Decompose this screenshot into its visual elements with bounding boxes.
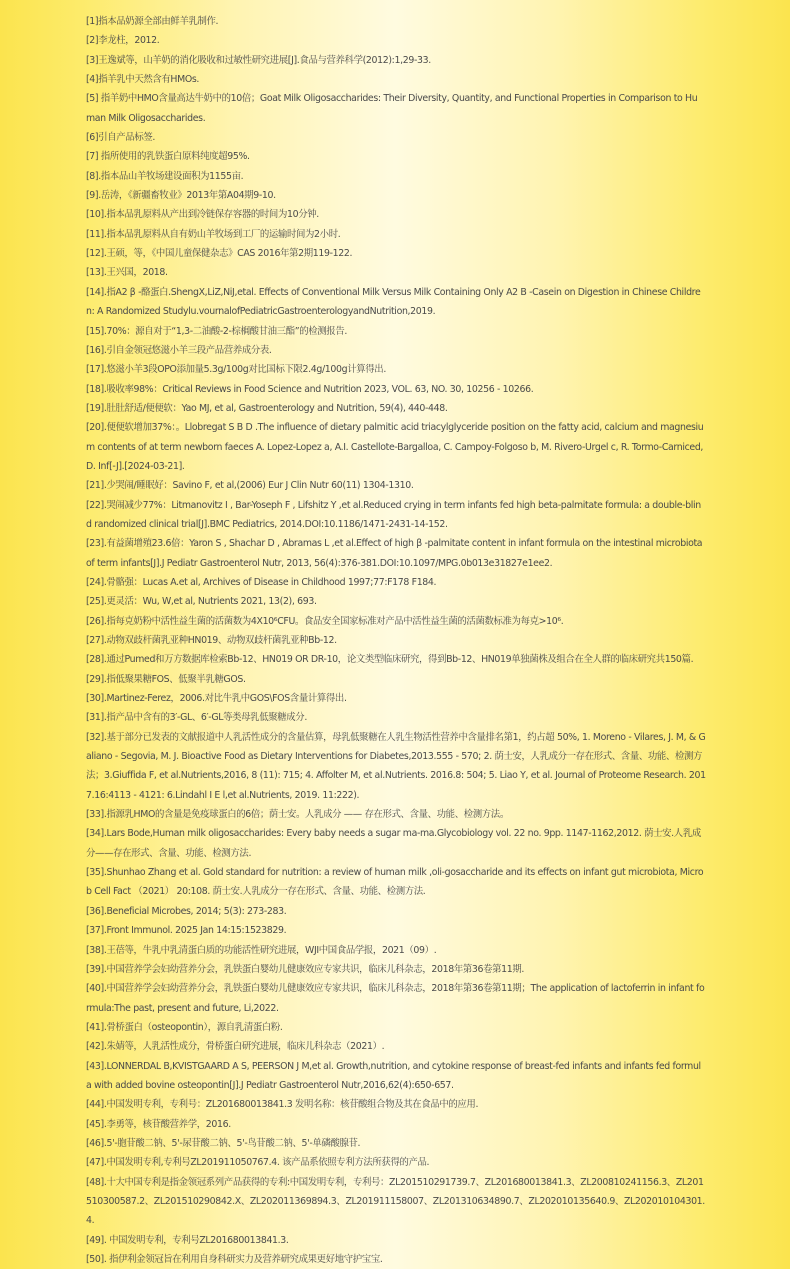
reference-item: [3]王逸斌等，山羊奶的消化吸收和过敏性研究进展[J].食品与营养科学(2012):1,29-33. (86, 54, 431, 66)
reference-item: [14].指A2 β -酪蛋白.ShengX,LiZ,NiJ,etal. Effects of Conventional Milk Versus Milk Containing Only A2 B -Casein on Digestion in Chinese Children: A Randomized Studylu.vournalofPediatricGastroenterologyandNutrition,2019. (86, 286, 701, 318)
reference-item: [13].王兴国，2018. (86, 267, 168, 279)
reference-item: [34].Lars Bode,Human milk oligosaccharides: Every baby needs a sugar ma-ma.Glycobiology vol. 22 no. 9pp. 1147-1162,2012. 荫士安.人乳成分——存在形式、含量、功能、检测方法. (86, 828, 701, 859)
reference-item: [45].李勇等，核苷酸营养学，2016. (86, 1118, 231, 1130)
reference-item: [43].LONNERDAL B,KVISTGAARD A S, PEERSON J M,et al. Growth,nutrition, and cytokine response of breast-fed infants and infants fed formula with added bovine osteopontin[J].J Pediatr Gastroenterol Nutr,2016,62(4):650-657. (86, 1060, 701, 1091)
reference-item: [27].动物双歧杆菌乳亚种HN019、动物双歧杆菌乳亚种Bb-12. (86, 635, 337, 646)
reference-list (86, 12, 706, 1269)
reference-item: [36].Beneficial Microbes, 2014; 5(3): 273-283. (86, 905, 287, 917)
reference-item: [41].骨桥蛋白（osteopontin），源自乳清蛋白粉. (86, 1021, 283, 1033)
reference-item: [21].少哭闹/睡眠好：Savino F, et al,(2006) Eur J Clin Nutr 60(11) 1304-1310. (86, 480, 414, 492)
reference-item: [37].Front Immunol. 2025 Jan 14:15:1523829. (86, 925, 287, 937)
reference-item: [16].引自金领冠悠滋小羊三段产品营养成分表. (86, 344, 272, 356)
reference-item: [4]指羊乳中天然含有HMOs. (86, 74, 200, 86)
reference-item: [25].更灵活：Wu, W,et al, Nutrients 2021, 13(2), 693. (86, 596, 317, 608)
reference-item: [12].王硕，等，《中国儿童保健杂志》CAS 2016年第2期119-122. (86, 248, 353, 260)
reference-item: [26].指每克奶粉中活性益生菌的活菌数为4X10⁶CFU。食品安全国家标准对产品中活性益生菌的活菌数标准为每克>10⁶. (86, 615, 564, 627)
reference-item: [49]. 中国发明专利，专利号ZL201680013841.3. (86, 1234, 289, 1246)
reference-item: [19].肚肚舒适/便便软：Yao MJ, et al, Gastroenterology and Nutrition, 59(4), 440-448. (86, 402, 448, 414)
reference-item: [29].指低聚果糖FOS、低聚半乳糖GOS. (86, 673, 246, 685)
reference-item: [33].指源乳HMO的含量是免疫球蛋白的6倍；荫士安。人乳成分 —— 存在形式、含量、功能、检测方法。 (86, 809, 509, 821)
reference-item: [39].中国营养学会妇幼营养分会，乳铁蛋白婴幼儿健康效应专家共识，临床儿科杂志，2018年第36卷第11期. (86, 963, 525, 975)
reference-item: [17].悠滋小羊3段OPO添加量5.3g/100g对比国标下限2.4g/100g计算得出. (86, 364, 386, 376)
reference-item: [46].5'-胞苷酸二钠、5'-尿苷酸二钠、5'-鸟苷酸二钠、5'-单磷酸腺苷. (86, 1137, 361, 1149)
reference-item: [1]指本品奶源全部由鲜羊乳制作. (86, 16, 219, 27)
reference-item: [31].指产品中含有的3′-GL、6′-GL等类母乳低聚糖成分. (86, 712, 307, 724)
reference-item: [40].中国营养学会妇幼营养分会，乳铁蛋白婴幼儿健康效应专家共识，临床儿科杂志，2018年第36卷第11期；The application of lactoferrin in infant formula:The past, present and future, Li,2022. (86, 983, 705, 1014)
reference-item: [28].通过Pumed和万方数据库检索Bb-12、HN019 OR DR-10，论文类型临床研究，得到Bb-12、HN019单独菌株及组合在全人群的临床研究共150篇. (86, 654, 694, 666)
reference-item: [15].70%：源自对于“1,3-二油酸-2-棕榈酸甘油三酯”的检测报告. (86, 325, 347, 337)
reference-item: [30].Martinez-Ferez，2006.对比牛乳中GOS\FOS含量计算得出. (86, 693, 347, 705)
reference-item: [2]李龙柱，2012. (86, 35, 160, 47)
reference-item: [42].朱婧等，人乳活性成分，骨桥蛋白研究进展，临床儿科杂志（2021）. (86, 1041, 385, 1053)
reference-item: [35].Shunhao Zhang et al. Gold standard for nutrition: a review of human milk ,oli-gosaccharide and its effects on infant gut microbiota, Microb Cell Fact （2021） 20:108. 荫士安.人乳成分一存在形式、含量、功能、检测方法. (86, 867, 704, 898)
reference-item: [23].有益菌增殖23.6倍：Yaron S , Shachar D , Abramas L ,et al.Effect of high β -palmitate content in infant formula on the intestinal microbiota of term infants[J].J Pediatr Gastroenterol Nutr, 2013, 56(4):376-381.DOI:10.1097/MPG.0b013e31827e1ee2. (86, 538, 703, 569)
reference-item: [38].王蓓等，牛乳中乳清蛋白质的功能活性研究进展，WJI中国食品学报，2021（09）. (86, 944, 437, 956)
reference-item: [9].岳涛，《新疆畜牧业》2013年第A04期9-10. (86, 190, 276, 202)
reference-item: [10].指本品乳原料从产出到冷链保存容器的时间为10分钟. (86, 209, 319, 221)
reference-item: [44].中国发明专利，专利号：ZL201680013841.3 发明名称：核苷酸组合物及其在食品中的应用. (86, 1099, 479, 1111)
reference-item: [24].骨骼强：Lucas A.et al, Archives of Disease in Childhood 1997;77:F178 F184. (86, 576, 437, 588)
reference-item: [32].基于部分已发表的文献报道中人乳活性成分的含量估算，母乳低聚糖在人乳生物活性营养中含量排名第1，约占超 50%, 1. Moreno - Vilares, J. M, & Galiano - Segovia, M. J. Bioactive Food as Dietary Interventions for Diabetes,2013.555 - 570; 2. 荫士安，人乳成分一存在形式、含量、功能、检测方法；3.Giuffida F, et al.Nutrients,2016, 8 (11): 715; 4. Affolter M, et al.Nutrients. 2016.8: 504; 5. Liao Y, et al. Journal of Proteome Research. 2017.16:4113 - 4121: 6.Lindahl I E l,et al.Nutrients, 2019. 11:222). (86, 731, 706, 801)
reference-item: [48].十大中国专利是指金领冠系列产品获得的专利:中国发明专利，专利号：ZL201510291739.7、ZL201680013841.3、ZL200810241156.3、ZL201510300587.2、ZL201510290842.X、ZL202011369894.3、ZL201911158007、ZL201310634890.7、ZL202010135640.9、ZL202010104301.4. (86, 1176, 705, 1227)
reference-item: [20].便便软增加37%：。Llobregat S B D .The influence of dietary palmitic acid triacylglyceride position on the fatty acid, calcium and magnesium contents of at term newborn faeces A. Lopez-Lopez a, A.I. Castellote-Bargalloa, C. Campoy-Folgoso b, M. Rivero-Urgel c, R. Tormo-Carniced, D. Inf[-J].[2024-03-21]. (86, 422, 704, 472)
reference-item: [18].吸收率98%：Critical Reviews in Food Science and Nutrition 2023, VOL. 63, NO. 30, 10256 - 10266. (86, 383, 534, 395)
reference-item: [6]引自产品标签. (86, 132, 156, 144)
reference-item: [8].指本品山羊牧场建设面积为1155亩. (86, 170, 244, 182)
reference-item: [47].中国发明专利,专利号ZL201911050767.4. 该产品系依照专利方法所获得的产品. (86, 1157, 430, 1169)
reference-item: [7] 指所使用的乳铁蛋白原料纯度超95%. (86, 151, 250, 163)
reference-item: [50]. 指伊利金领冠旨在利用自身科研实力及营养研究成果更好地守护宝宝. (86, 1254, 383, 1265)
reference-item: [11].指本品乳原料从自有奶山羊牧场到工厂的运输时间为2小时. (86, 228, 341, 240)
reference-item: [5] 指羊奶中HMO含量高达牛奶中的10倍；Goat Milk Oligosaccharides: Their Diversity, Quantity, and Functional Properties in Comparison to Human Milk Oligosaccharides. (86, 93, 698, 124)
reference-item: [22].哭闹减少77%：Litmanovitz I , Bar-Yoseph F , Lifshitz Y ,et al.Reduced crying in term infants fed high beta-palmitate formula: a double-blind randomized clinical trial[J].BMC Pediatrics, 2014.DOI:10.1186/1471-2431-14-152. (86, 499, 701, 530)
